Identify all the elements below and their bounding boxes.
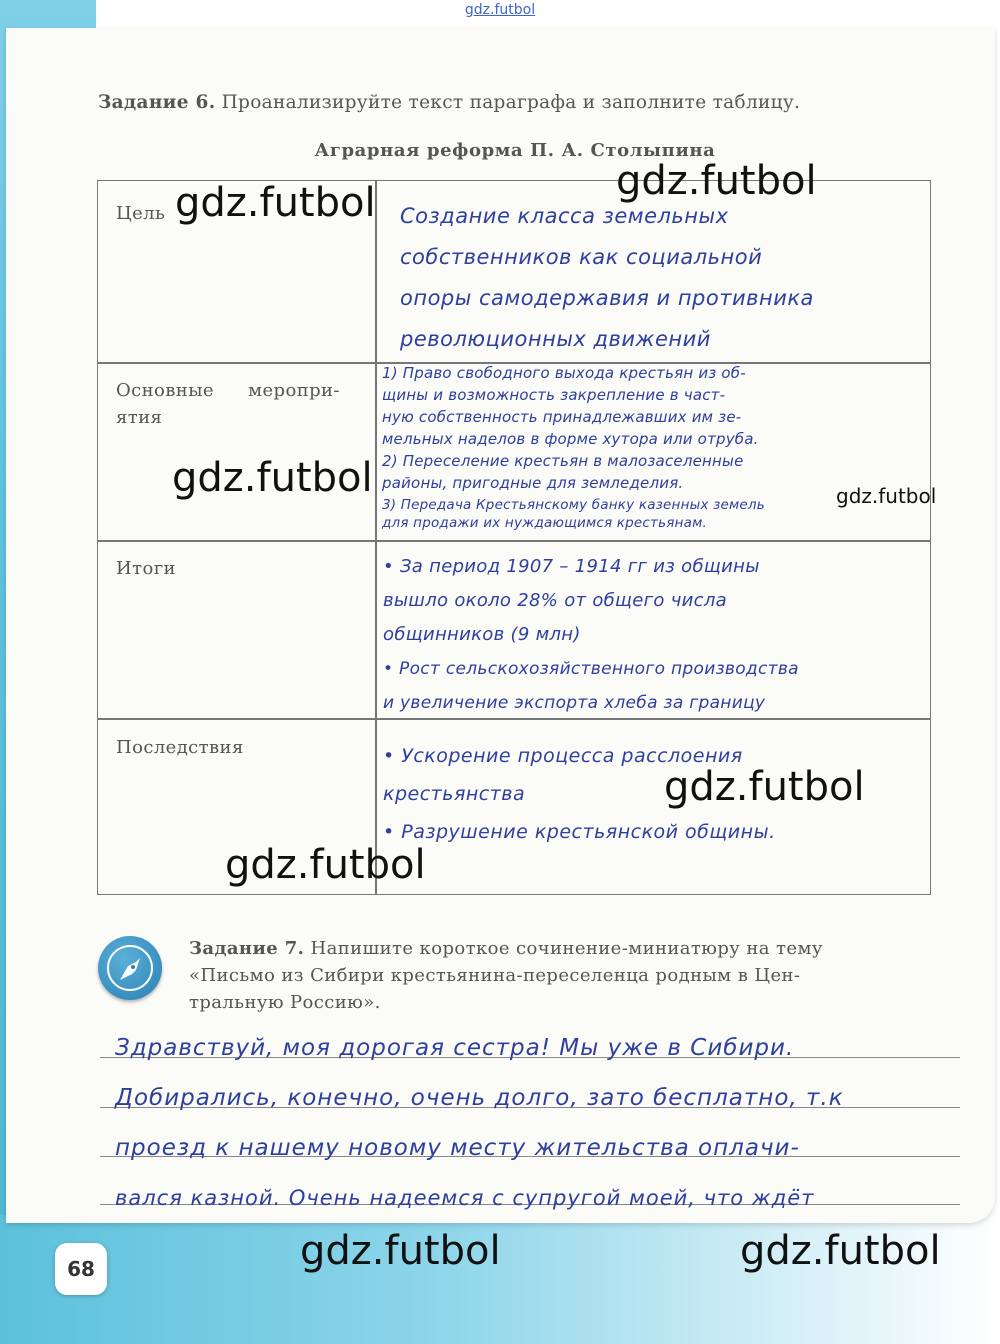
row-label-consequences: Последствия [116,737,244,758]
answer-goal: Создание класса земельных собственников как социальной опоры самодержавия и противника революционных движений [400,204,814,351]
watermark: gdz.futbol [740,1228,941,1274]
row-label-goal: Цель [116,203,166,224]
watermark: gdz.futbol [664,764,865,810]
essay-text: Здравствуй, моя дорогая сестра! Мы уже в Сибири. Добирались, конечно, очень долго, зато бесплатно, т.к проезд к нашему новому месту жительства оплачи- вался казной. Очень надеемся с супругой моей, что ждёт [115,1035,844,1210]
watermark: gdz.futbol [175,180,376,226]
page-number: 68 [55,1243,107,1295]
watermark: gdz.futbol [836,484,937,508]
answer-measures: 1) Право свободного выхода крестьян из об- щины и возможность закрепление в част- ную собственность принадлежавших им зе- мельных наделов в форме хутора или отруба. 2) Переселение крестьян в малозаселенные районы, пригодные для земледелия. 3) Передача Крестьянскому банку казенных земель для продажи их нуждающимся крестьянам. [382,364,765,531]
table-row-divider [97,540,931,542]
task6-number: Задание 6. [98,92,216,113]
row-label-measures: Основные меропри- ятия [116,380,340,428]
watermark: gdz.futbol [616,158,817,204]
row-label-results: Итоги [116,558,176,579]
answer-results: • За период 1907 – 1914 гг из общины вышло около 28% от общего числа общинников (9 млн) • Рост сельскохозяйственного производства и увеличение экспорта хлеба за границу [383,556,799,713]
watermark: gdz.futbol [225,842,426,888]
pen-nib-icon-glyph [98,936,162,1000]
watermark: gdz.futbol [172,455,373,501]
answer-consequences: • Ускорение процесса расслоения крестьянства • Разрушение крестьянской общины. [383,745,776,843]
task7-number: Задание 7. [189,938,305,959]
watermark: gdz.futbol [300,1228,501,1274]
task6-instruction: Проанализируйте текст параграфа и заполните таблицу. [221,92,801,113]
task7-instruction-line: тральную Россию». [189,992,381,1013]
task7-instruction-line: Напишите короткое сочинение-миниатюру на тему [310,938,823,959]
top-watermark: gdz.futbol [464,2,536,18]
table-title: Аграрная реформа П. А. Столыпина [314,140,716,161]
task6-heading [98,92,918,113]
table-column-divider [375,180,377,895]
pen-nib-icon [98,936,162,1000]
task7-instruction-line: «Письмо из Сибири крестьянина-переселенца родным в Цен- [189,965,801,986]
task7-heading [189,935,937,1016]
